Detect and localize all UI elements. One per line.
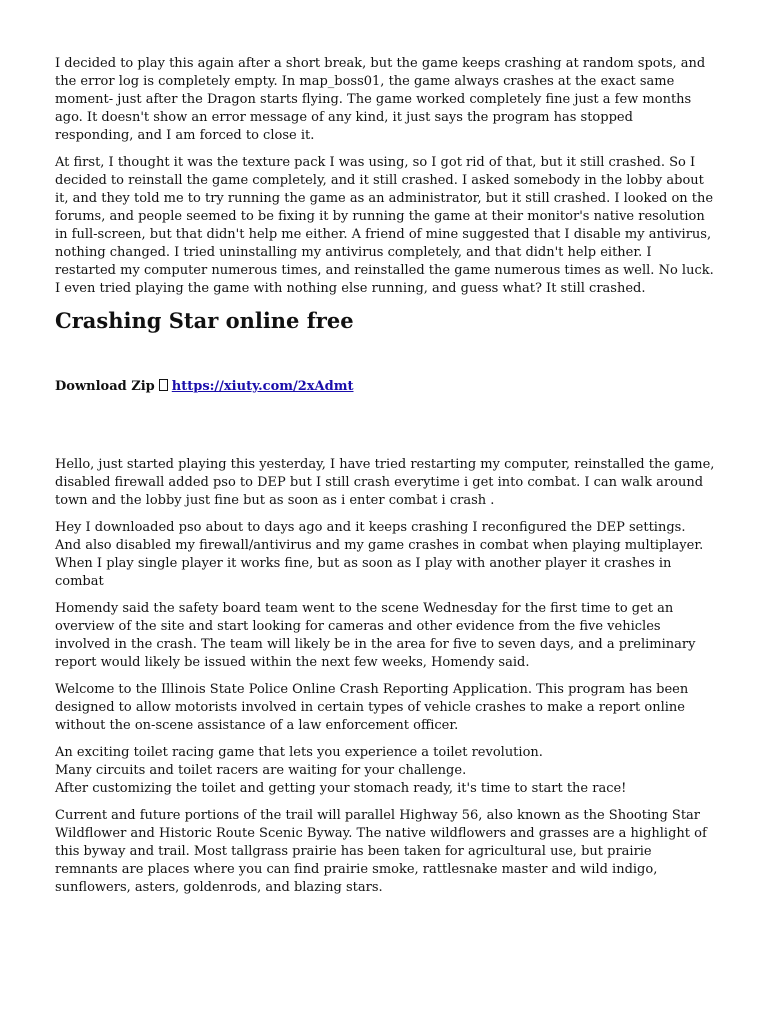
intro-paragraph-1: I decided to play this again after a short break, but the game keeps crashing at random spots, and the error log is completely empty. In map_boss01, the game always crashes at the exact same moment- just after the Dragon starts flying. The game worked completely fine just a few months ago. It doesn't show an error message of any kind, it just says the program has stopped responding, and I am forced to close it. [55,56,706,143]
document-page [55,55,715,906]
body-paragraph-1: Hello, just started playing this yesterday, I have tried restarting my computer, reinstalled the game, disabled firewall added pso to DEP but I still crash everytime i get into combat. I can walk around town and the lobby just fine but as soon as i enter combat i crash . [55,457,715,508]
body-paragraph-5-line: An exciting toilet racing game that lets you experience a toilet revolution. [55,745,543,760]
download-label: Download Zip [55,379,155,394]
missing-glyph-icon [159,379,168,391]
body-paragraph-5-line: After customizing the toilet and getting your stomach ready, it's time to start the race! [55,781,627,796]
body-paragraph-5-line: Many circuits and toilet racers are waiting for your challenge. [55,763,467,778]
download-line [55,378,715,396]
body-paragraph-4: Welcome to the Illinois State Police Online Crash Reporting Application. This program has been designed to allow motorists involved in certain types of vehicle crashes to make a report online without the on-scene assistance of a law enforcement officer. [55,682,689,733]
body-paragraph-5 [55,744,715,798]
body-paragraph-2: Hey I downloaded pso about to days ago and it keeps crashing I reconfigured the DEP settings. And also disabled my firewall/antivirus and my game crashes in combat when playing multiplayer. When I play single player it works fine, but as soon as I play with another player it crashes in combat [55,520,704,589]
download-link[interactable]: https://xiuty.com/2xAdmt [171,379,354,394]
body-paragraph-6: Current and future portions of the trail will parallel Highway 56, also known as the Shooting Star Wildflower and Historic Route Scenic Byway. The native wildflowers and grasses are a highlight of this byway and trail. Most tallgrass prairie has been taken for agricultural use, but prairie remnants are places where you can find prairie smoke, rattlesnake master and wild indigo, sunflowers, asters, goldenrods, and blazing stars. [55,808,707,895]
body-paragraph-3: Homendy said the safety board team went to the scene Wednesday for the first time to get an overview of the site and start looking for cameras and other evidence from the five vehicles involved in the crash. The team will likely be in the area for five to seven days, and a preliminary report would likely be issued within the next few weeks, Homendy said. [55,601,696,670]
intro-paragraph-2: At first, I thought it was the texture pack I was using, so I got rid of that, but it still crashed. So I decided to reinstall the game completely, and it still crashed. I asked somebody in the lobby about it, and they told me to try running the game as an administrator, but it still crashed. I looked on the forums, and people seemed to be fixing it by running the game at their monitor's native resolution in full-screen, but that didn't help me either. A friend of mine suggested that I disable my antivirus, nothing changed. I tried uninstalling my antivirus completely, and that didn't help either. I restarted my computer numerous times, and reinstalled the game numerous times as well. No luck. I even tried playing the game with nothing else running, and guess what? It still crashed. [55,155,714,296]
spacer [55,396,715,456]
article-heading: Crashing Star online free [55,308,354,333]
